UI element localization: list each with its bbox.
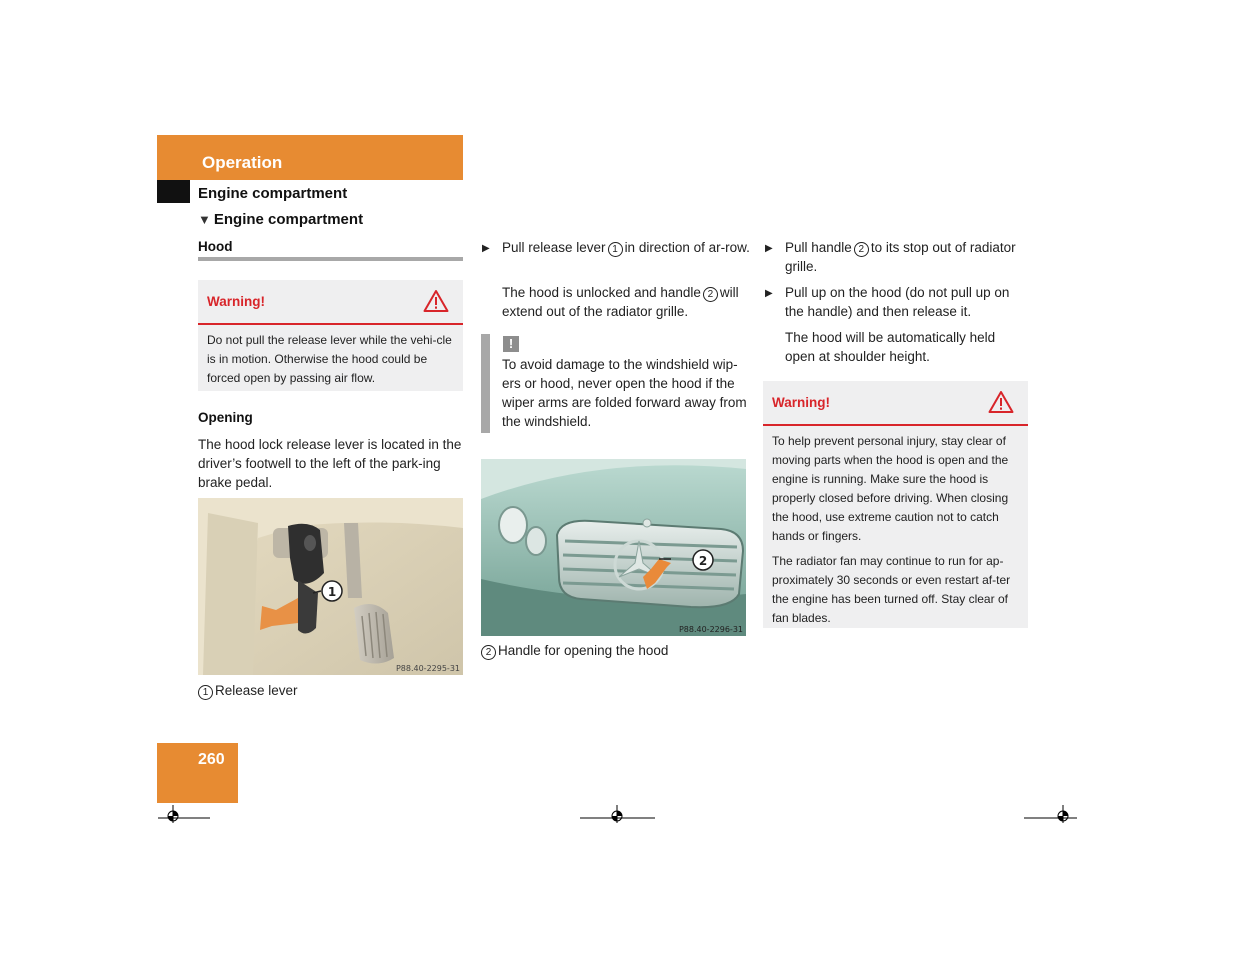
note-exclamation-icon: ! bbox=[503, 336, 519, 352]
figure1-caption bbox=[198, 681, 298, 700]
topic-heading: Hood bbox=[198, 239, 233, 254]
result1-text-a: The hood is unlocked and handle bbox=[502, 285, 701, 300]
note-text: To avoid damage to the windshield wip-ers or hood, never open the hood if the wiper arms are folded forward away from the windshield. bbox=[502, 357, 747, 429]
subsection-heading-text: Engine compartment bbox=[213, 211, 364, 228]
step2-num: 2 bbox=[854, 242, 869, 257]
warning-label: Warning! bbox=[772, 395, 830, 410]
subsection-heading bbox=[198, 211, 363, 228]
result1-text-b: will extend out of the radiator grille. bbox=[502, 285, 739, 319]
figure1-callout: 1 bbox=[327, 585, 337, 599]
page-number-box bbox=[157, 743, 238, 803]
bullet-arrow-icon: ▶ bbox=[765, 243, 773, 254]
step2-text-a: Pull handle bbox=[785, 240, 852, 255]
figure1-caption-text: Release lever bbox=[215, 683, 298, 698]
step-pull-release-lever bbox=[502, 238, 750, 257]
figure2-code: P88.40-2296-31 bbox=[678, 625, 743, 634]
section-tab-marker bbox=[157, 180, 190, 203]
result-hood-unlocked bbox=[502, 283, 750, 321]
page-number: 260 bbox=[198, 751, 225, 768]
bullet-arrow-icon: ▶ bbox=[765, 288, 773, 299]
triangle-marker-icon: ▼ bbox=[198, 212, 211, 227]
section-header-bar bbox=[157, 135, 463, 180]
hood-handle-figure bbox=[481, 459, 746, 636]
figure2-callout: 2 bbox=[698, 554, 708, 568]
crop-mark-icon bbox=[580, 803, 656, 823]
warning-box-fan bbox=[763, 381, 1028, 628]
step1-num: 1 bbox=[608, 242, 623, 257]
section-title: Operation bbox=[202, 153, 283, 172]
warning-header bbox=[198, 280, 463, 325]
warning-box-hood bbox=[198, 280, 463, 391]
figure2-caption bbox=[481, 641, 668, 660]
figure2-caption-text: Handle for opening the hood bbox=[498, 643, 669, 658]
warning-text: Do not pull the release lever while the vehi-cle is in motion. Otherwise the hood could be forced open by passing air flow. bbox=[207, 333, 452, 385]
chapter-heading: Engine compartment bbox=[198, 185, 348, 202]
step-pull-handle bbox=[785, 238, 1030, 276]
warning-triangle-icon bbox=[423, 289, 449, 313]
result1-num: 2 bbox=[703, 287, 718, 302]
figure1-caption-num: 1 bbox=[198, 685, 213, 700]
step-pull-up-hood: Pull up on the hood (do not pull up on the handle) and then release it. bbox=[785, 285, 1010, 319]
warning-paragraph-1: To help prevent personal injury, stay clear of moving parts when the hood is open and the engine is running. Make sure the hood is properly closed before driving. When closing the hood, use extreme caution not to catch hands or fingers. bbox=[772, 434, 1009, 543]
figure2-caption-num: 2 bbox=[481, 645, 496, 660]
note-sidebar bbox=[481, 334, 490, 433]
topic-rule bbox=[198, 257, 463, 261]
opening-text: The hood lock release lever is located in the driver’s footwell to the left of the park-ing brake pedal. bbox=[198, 437, 462, 490]
step1-text-a: Pull release lever bbox=[502, 240, 606, 255]
bullet-arrow-icon: ▶ bbox=[482, 243, 490, 254]
step1-text-b: in direction of ar-row. bbox=[624, 240, 750, 255]
warning-text bbox=[763, 426, 1028, 640]
warning-triangle-icon bbox=[988, 390, 1014, 414]
warning-header bbox=[763, 381, 1028, 426]
figure1-code: P88.40-2295-31 bbox=[395, 664, 460, 673]
crop-mark-icon bbox=[1024, 803, 1078, 823]
warning-paragraph-2: The radiator fan may continue to run for ap-proximately 30 seconds or even restart af-ter the engine has been turned off. Stay clear of fan blades. bbox=[772, 554, 1011, 625]
opening-heading: Opening bbox=[198, 410, 253, 425]
crop-mark-icon bbox=[158, 803, 212, 823]
result-hood-held-open: The hood will be automatically held open at shoulder height. bbox=[785, 330, 996, 364]
warning-label: Warning! bbox=[207, 294, 265, 309]
release-lever-figure bbox=[198, 498, 463, 675]
step2-text-b: to its stop out of radiator grille. bbox=[785, 240, 1016, 274]
